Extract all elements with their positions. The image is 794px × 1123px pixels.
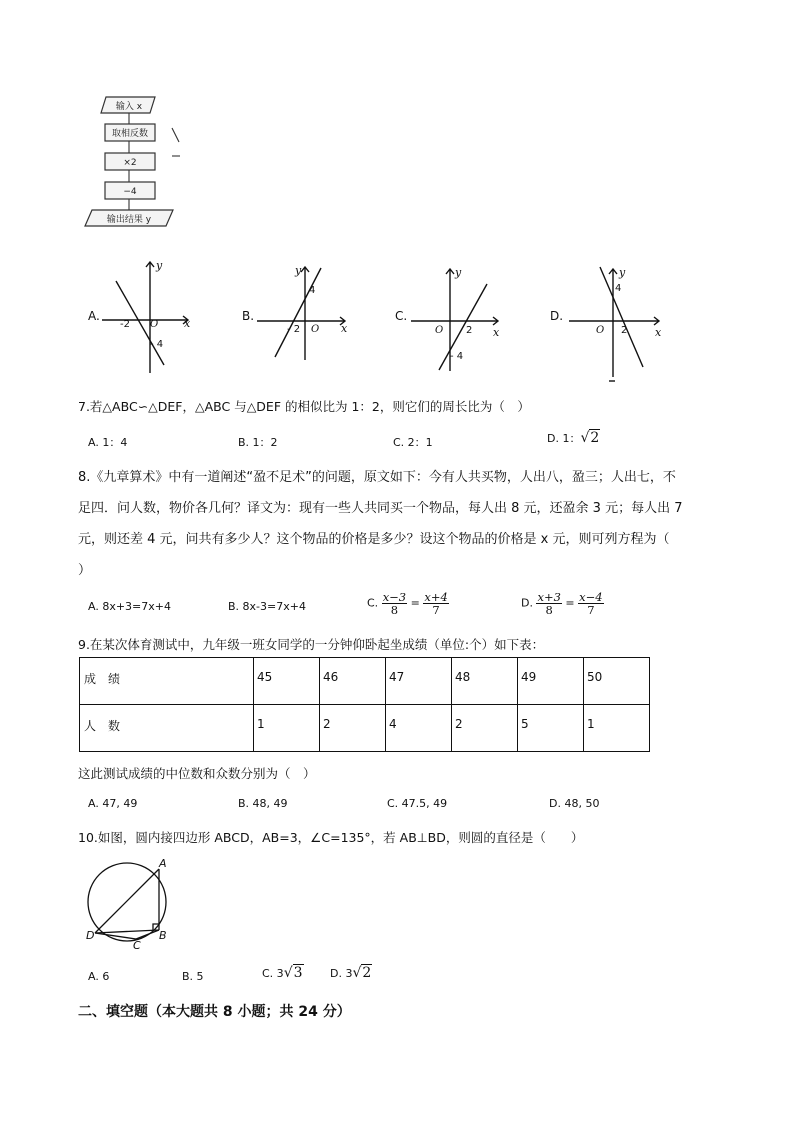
svg-text:x: x xyxy=(493,326,500,339)
q8-option-b: B. 8x-3=7x+4 xyxy=(228,600,306,613)
table-row xyxy=(80,658,650,705)
svg-text:O: O xyxy=(596,325,605,336)
q8-option-c: C. $\frac{x-3}{8}$ = $\frac{x+4}{7}$ xyxy=(367,590,448,617)
q9-option-d: D. 48, 50 xyxy=(549,797,600,810)
q7-option-d: D. 1：√2 xyxy=(547,430,600,446)
q8-option-a: A. 8x+3=7x+4 xyxy=(88,600,171,613)
q9-followup: 这此测试成绩的中位数和众数分别为（ ） xyxy=(78,766,316,781)
flowchart-step-4: −4 xyxy=(123,187,137,197)
graph-option-b-letter: B. xyxy=(242,309,255,323)
svg-text:2: 2 xyxy=(466,325,473,336)
section-heading: 二、填空题（本大题共 8 小题；共 24 分） xyxy=(78,1004,351,1020)
q7-text: 7.若△ABC∽△DEF，△ABC 与△DEF 的相似比为 1：2，则它们的周长比为（ ） xyxy=(78,399,530,414)
q8-line: 元，则还差 4 元，问共有多少人？这个物品的价格是多少？设这个物品的价格是 x 元，则可列方程为（ xyxy=(78,532,670,547)
q8-line: 8.《九章算术》中有一道阐述“盈不足术”的问题，原文如下：今有人共买物，人出八，盈三；人出七，不 xyxy=(78,470,676,485)
q10-option-d: D. 3√2 xyxy=(330,965,372,981)
svg-text:O: O xyxy=(150,319,159,330)
svg-text:- 4: - 4 xyxy=(450,351,464,362)
table-cell: 2 xyxy=(452,705,518,752)
table-cell: 成 绩 xyxy=(80,658,254,705)
graph-option-a-letter: A. xyxy=(88,309,100,323)
svg-text:- 2: - 2 xyxy=(287,324,301,335)
graph-option-c xyxy=(405,264,505,374)
svg-text:y: y xyxy=(455,266,462,279)
svg-text:- 4: - 4 xyxy=(150,339,164,350)
graph-option-a xyxy=(100,255,200,380)
graph-option-b xyxy=(255,262,355,362)
svg-text:x: x xyxy=(184,317,191,330)
svg-text:2: 2 xyxy=(621,325,628,336)
table-cell: 1 xyxy=(254,705,320,752)
table-cell: 4 xyxy=(386,705,452,752)
table-cell: 47 xyxy=(386,658,452,705)
q7-option-c: C. 2：1 xyxy=(393,436,433,449)
svg-text:D: D xyxy=(86,929,95,942)
q10-option-d-radicand: 2 xyxy=(362,965,372,981)
q10-text: 10.如图，圆内接四边形 ABCD，AB=3，∠C=135°，若 AB⊥BD，则圆的直径是（ ） xyxy=(78,830,584,845)
svg-text:y: y xyxy=(295,264,302,277)
q7-option-d-radicand: 2 xyxy=(590,430,600,446)
flowchart-figure xyxy=(80,90,190,232)
table-row xyxy=(80,705,650,752)
table-cell: 2 xyxy=(320,705,386,752)
q10-option-c-radicand: 3 xyxy=(293,965,303,981)
q9-text: 9.在某次体育测试中，九年级一班女同学的一分钟仰卧起坐成绩（单位:个）如下表： xyxy=(78,637,545,652)
graph-option-c-letter: C. xyxy=(395,309,408,323)
svg-text:B: B xyxy=(159,929,167,942)
table-cell: 1 xyxy=(584,705,650,752)
svg-text:y: y xyxy=(156,259,163,272)
q9-option-c: C. 47.5, 49 xyxy=(387,797,448,810)
q9-score-table xyxy=(79,657,650,752)
svg-text:4: 4 xyxy=(309,285,316,296)
svg-text:C: C xyxy=(133,939,141,952)
table-cell: 46 xyxy=(320,658,386,705)
graph-option-d xyxy=(565,264,665,384)
svg-text:x: x xyxy=(655,326,662,339)
q8-paragraph xyxy=(78,462,718,586)
svg-text:x: x xyxy=(341,322,348,335)
q8-line: 足四．问人数，物价各几何？译文为：现有一些人共同买一个物品，每人出 8 元，还盈余 3 元；每人出 7 xyxy=(78,501,683,516)
table-cell: 5 xyxy=(518,705,584,752)
q10-option-b: B. 5 xyxy=(182,970,204,983)
graph-option-d-letter: D. xyxy=(550,309,564,323)
q9-option-a: A. 47, 49 xyxy=(88,797,138,810)
flowchart-step-3: ×2 xyxy=(123,158,137,168)
q9-option-b: B. 48, 49 xyxy=(238,797,288,810)
svg-text:y: y xyxy=(619,266,626,279)
svg-text:4: 4 xyxy=(615,283,622,294)
table-cell: 45 xyxy=(254,658,320,705)
table-cell: 50 xyxy=(584,658,650,705)
table-cell: 48 xyxy=(452,658,518,705)
table-cell: 49 xyxy=(518,658,584,705)
flowchart-step-2: 取相反数 xyxy=(111,129,149,139)
flowchart-step-5: 输出结果 y xyxy=(106,215,152,225)
svg-text:-2: -2 xyxy=(120,319,130,330)
q8-option-d: D. $\frac{x+3}{8}$ = $\frac{x-4}{7}$ xyxy=(521,590,603,617)
q10-option-c: C. 3√3 xyxy=(262,965,303,981)
q10-option-a: A. 6 xyxy=(88,970,110,983)
q8-line: ） xyxy=(78,563,92,578)
q7-option-b: B. 1：2 xyxy=(238,436,278,449)
q10-circle-figure xyxy=(80,852,180,952)
svg-text:O: O xyxy=(311,324,320,335)
flowchart-step-1: 输入 x xyxy=(115,102,143,112)
q7-option-a: A. 1：4 xyxy=(88,436,128,449)
svg-text:A: A xyxy=(159,857,167,870)
svg-text:O: O xyxy=(435,325,444,336)
table-cell: 人 数 xyxy=(80,705,254,752)
